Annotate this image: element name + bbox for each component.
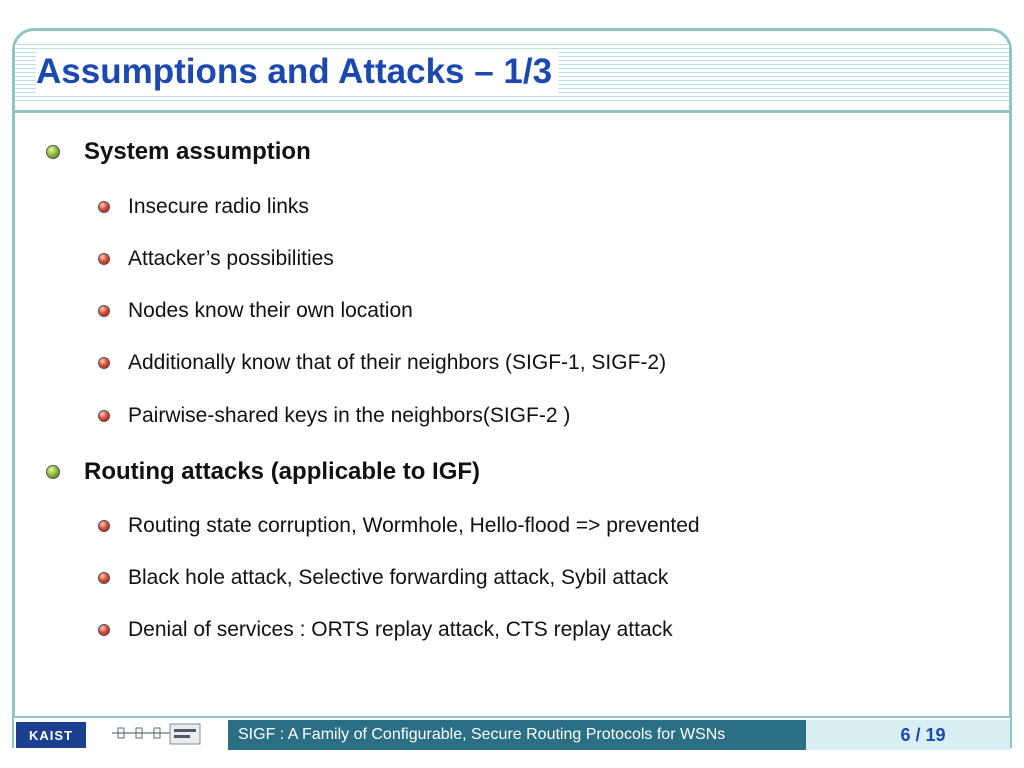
- bullet-item: [98, 514, 700, 538]
- red-bullet-icon: [98, 201, 110, 213]
- red-bullet-icon: [98, 520, 110, 532]
- bullet-item: [98, 404, 570, 428]
- title-divider: [15, 110, 1009, 113]
- red-bullet-icon: [98, 305, 110, 317]
- page-number: 6 / 19: [900, 724, 946, 745]
- footer-title: SIGF : A Family of Configurable, Secure Routing Protocols for WSNs: [228, 720, 806, 750]
- bullet-text: Insecure radio links: [128, 195, 309, 218]
- bullet-item: [98, 351, 666, 375]
- bullet-section-1: [46, 138, 311, 166]
- bullet-text: Routing state corruption, Wormhole, Hello-flood => prevented: [128, 514, 700, 537]
- red-bullet-icon: [98, 253, 110, 265]
- section-heading: Routing attacks (applicable to IGF): [84, 458, 481, 485]
- page-indicator: [806, 720, 1010, 750]
- red-bullet-icon: [98, 572, 110, 584]
- slide-title: Assumptions and Attacks – 1/3: [36, 50, 558, 94]
- bullet-item: [98, 195, 309, 219]
- bullet-text: Nodes know their own location: [128, 299, 413, 322]
- bullet-text: Pairwise-shared keys in the neighbors(SIGF-2 ): [128, 404, 571, 427]
- kaist-logo: KAIST: [16, 722, 86, 748]
- bullet-item: [98, 566, 668, 590]
- red-bullet-icon: [98, 624, 110, 636]
- bullet-section-2: [46, 458, 480, 486]
- bullet-text: Attacker’s possibilities: [128, 247, 334, 270]
- bullet-text: Denial of services : ORTS replay attack, CTS replay attack: [128, 618, 673, 641]
- red-bullet-icon: [98, 410, 110, 422]
- green-bullet-icon: [46, 465, 60, 479]
- bullet-text: Additionally know that of their neighbors (SIGF-1, SIGF-2): [128, 351, 667, 374]
- green-bullet-icon: [46, 145, 60, 159]
- lab-logo-icon: [108, 720, 208, 748]
- bullet-item: [98, 299, 413, 323]
- bullet-text: Black hole attack, Selective forwarding attack, Sybil attack: [128, 566, 669, 589]
- bullet-item: [98, 618, 673, 642]
- bullet-item: [98, 247, 334, 271]
- red-bullet-icon: [98, 357, 110, 369]
- section-heading: System assumption: [84, 138, 311, 165]
